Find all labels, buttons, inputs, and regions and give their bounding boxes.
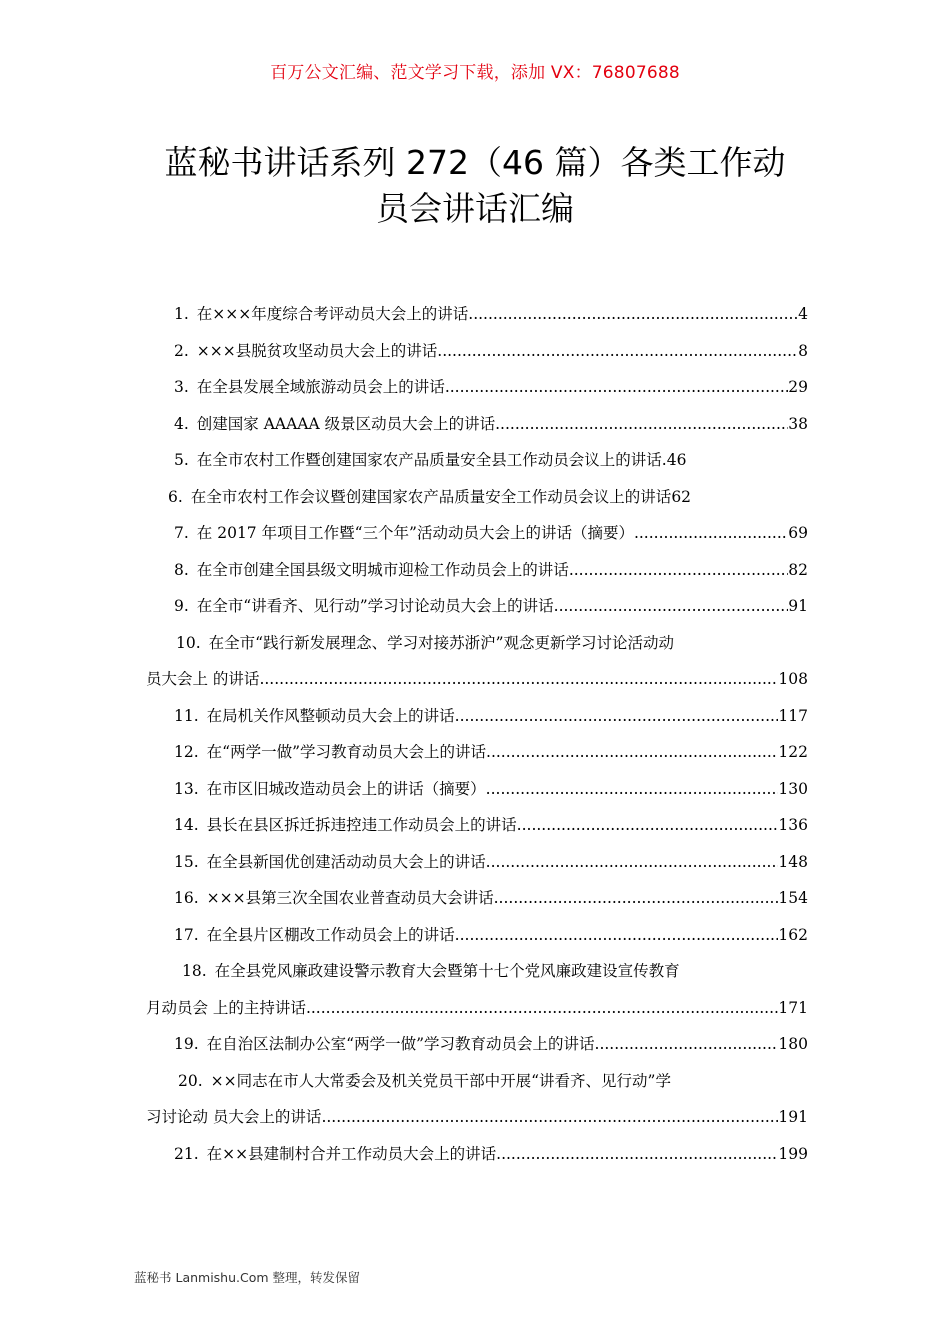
toc-entry[interactable]: 1. 在×××年度综合考评动员大会上的讲话 ..... 4 bbox=[146, 296, 808, 333]
toc-entry[interactable]: 5. 在全市农村工作暨创建国家农产品质量安全县工作动员会议上的讲话. 46 bbox=[146, 442, 808, 479]
page-number: 148 bbox=[778, 852, 808, 871]
toc-entry[interactable]: 16. ×××县第三次全国农业普查动员大会讲话 ..... 154 bbox=[146, 880, 808, 917]
page-number: 82 bbox=[788, 560, 808, 579]
toc-entry-continuation[interactable]: 员大会上 的讲话 ..... 108 bbox=[146, 661, 808, 698]
toc-entry-continuation[interactable]: 月动员会 上的主持讲话 ..... 171 bbox=[146, 990, 808, 1027]
page-number: 46 bbox=[666, 451, 687, 469]
page-number: 122 bbox=[778, 743, 808, 761]
page-number: 191 bbox=[778, 1108, 808, 1126]
page-number: 38 bbox=[788, 414, 808, 433]
toc-entry[interactable]: 20. ××同志在市人大常委会及机关党员干部中开展“讲看齐、见行动”学 bbox=[178, 1071, 671, 1090]
title-line-2: 员会讲话汇编 bbox=[376, 189, 574, 228]
footer-note: 蓝秘书 Lanmishu.Com 整理，转发保留 bbox=[134, 1270, 361, 1285]
document-title bbox=[100, 140, 850, 232]
page-number: 162 bbox=[778, 925, 808, 944]
page-number: 4 bbox=[798, 305, 808, 323]
toc-entry[interactable]: 12. 在“两学一做”学习教育动员大会上的讲话 ..... 122 bbox=[146, 734, 808, 771]
page-number: 130 bbox=[778, 779, 808, 798]
page-number: 91 bbox=[788, 597, 808, 615]
toc-entry[interactable]: 21. 在××县建制村合并工作动员大会上的讲话 ..... 199 bbox=[146, 1136, 808, 1173]
page-number: 8 bbox=[798, 341, 808, 360]
page-number: 108 bbox=[778, 670, 808, 688]
page-number: 29 bbox=[788, 378, 808, 396]
toc-entry[interactable]: 13. 在市区旧城改造动员会上的讲话（摘要） ..... 130 bbox=[146, 771, 808, 808]
toc-entry[interactable]: 4. 创建国家 AAAAA 级景区动员大会上的讲话 ..... 38 bbox=[146, 406, 808, 443]
page-number: 154 bbox=[778, 889, 808, 907]
page-number: 199 bbox=[778, 1144, 808, 1163]
toc-entry[interactable]: 6. 在全市农村工作会议暨创建国家农产品质量安全工作动员会议上的讲话 62 bbox=[146, 479, 808, 516]
toc-entry[interactable]: 8. 在全市创建全国县级文明城市迎检工作动员会上的讲话 ..... 82 bbox=[146, 552, 808, 589]
table-of-contents bbox=[146, 296, 808, 1172]
toc-entry[interactable]: 15. 在全县新国优创建活动动员大会上的讲话 ..... 148 bbox=[146, 844, 808, 881]
toc-entry[interactable]: 9. 在全市“讲看齐、见行动”学习讨论动员大会上的讲话 ..... 91 bbox=[146, 588, 808, 625]
page-number: 171 bbox=[778, 998, 808, 1017]
page-number: 136 bbox=[778, 816, 808, 834]
toc-entry[interactable]: 3. 在全县发展全域旅游动员会上的讲话 ..... 29 bbox=[146, 369, 808, 406]
promo-banner: 百万公文汇编、范文学习下载，添加 VX：76807688 bbox=[270, 63, 680, 83]
toc-entry[interactable]: 19. 在自治区法制办公室“两学一做”学习教育动员会上的讲话 ..... 180 bbox=[146, 1026, 808, 1063]
page-number: 69 bbox=[788, 524, 808, 542]
page-number: 62 bbox=[671, 487, 692, 506]
toc-entry[interactable]: 11. 在局机关作风整顿动员大会上的讲话 ..... 117 bbox=[146, 698, 808, 735]
toc-entry[interactable]: 18. 在全县党风廉政建设警示教育大会暨第十七个党风廉政建设宣传教育 bbox=[182, 962, 680, 980]
toc-entry[interactable]: 17. 在全县片区棚改工作动员会上的讲话 ..... 162 bbox=[146, 917, 808, 954]
page-number: 117 bbox=[778, 706, 808, 725]
toc-entry[interactable]: 7. 在 2017 年项目工作暨“三个年”活动动员大会上的讲话（摘要） ..... 69 bbox=[146, 515, 808, 552]
toc-entry[interactable]: 14. 县长在县区拆迁拆违控违工作动员会上的讲话 ..... 136 bbox=[146, 807, 808, 844]
toc-entry-continuation[interactable]: 习讨论动 员大会上的讲话 ..... 191 bbox=[146, 1099, 808, 1136]
title-line-1: 蓝秘书讲话系列 272（46 篇）各类工作动 bbox=[164, 143, 786, 182]
page-number: 180 bbox=[778, 1035, 808, 1053]
toc-entry[interactable]: 10. 在全市“践行新发展理念、学习对接苏浙沪”观念更新学习讨论活动动 bbox=[176, 633, 675, 652]
toc-entry[interactable]: 2. ×××县脱贫攻坚动员大会上的讲话 ..... 8 bbox=[146, 333, 808, 370]
